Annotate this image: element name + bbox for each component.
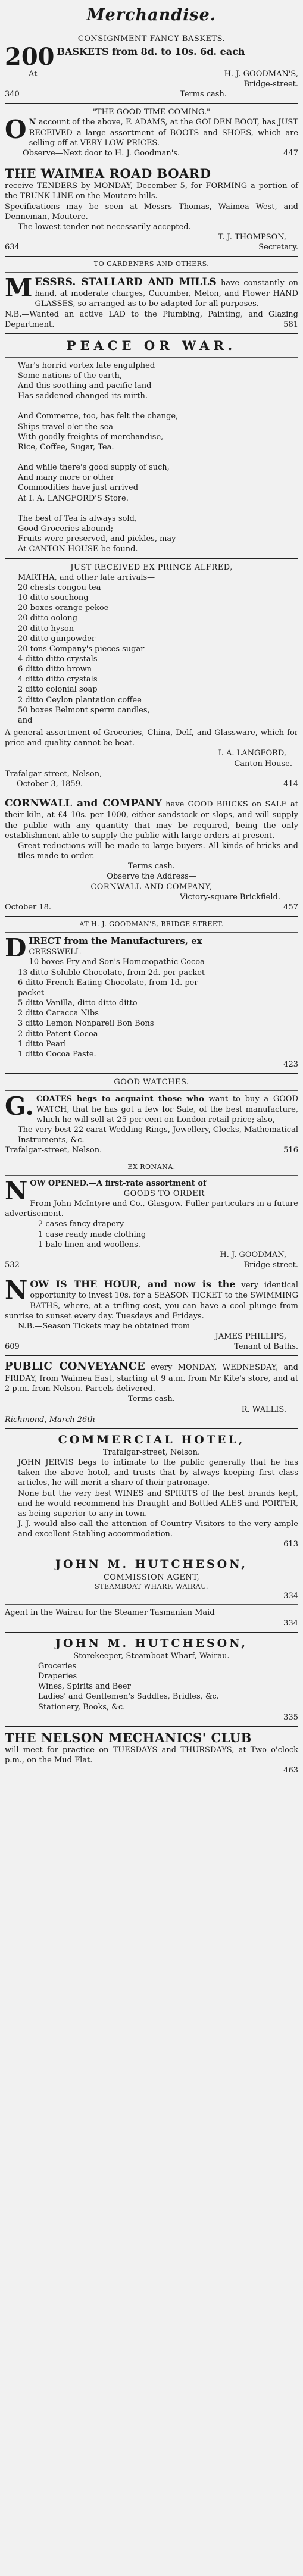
ad-ref-number: 613 <box>283 1540 298 1549</box>
dropcap: O <box>5 115 27 145</box>
street: Bridge-street. <box>243 1261 298 1270</box>
role: Secretary. <box>258 243 298 252</box>
ad-ref-number: 423 <box>283 1060 298 1070</box>
ad-note: N.B.—Wanted an active LAD to the Plumbing, Painting, and Glazing Department. <box>5 310 298 329</box>
ad-text: will meet for practice on TUESDAYS and THURSDAYS, at Two o'clock p.m., on the Mud Flat. <box>5 1746 298 1765</box>
ad-text-first: OW IS THE HOUR, and now is the <box>30 1278 236 1290</box>
list-item: 4 ditto ditto crystals <box>18 654 98 664</box>
dropcap: N <box>5 1276 28 1305</box>
ad-goodman-cocoa <box>5 920 298 1070</box>
ad-text: every MONDAY, WEDNESDAY, and FRIDAY, from Waimea East, starting at 9 a.m. from Mr Kite's store, and at 2 p.m. from Nelson. Parcels delivered. <box>5 1363 298 1394</box>
ad-heading: AT H. J. GOODMAN'S, BRIDGE STREET. <box>79 920 224 929</box>
ad-title: JOHN M. HUTCHESON, <box>55 1636 248 1650</box>
ad-line: BASKETS from 8d. to 10s. 6d. each <box>57 45 245 57</box>
ad-stallard-mills <box>5 260 298 330</box>
ad-text: None but the very best WINES and SPIRITS of the best brands kept, and he would recommend his Draught and Bottled ALES and PORTER, as being superior to any in town. <box>18 1489 298 1518</box>
verse-line: Rice, Coffee, Sugar, Tea. <box>18 442 114 452</box>
ad-commercial-hotel <box>5 1433 298 1550</box>
ad-coates-watches <box>5 1077 298 1155</box>
ad-text: J. J. would also call the attention of Country Visitors to the very ample and excellent Stabling accommodation. <box>18 1520 298 1539</box>
ad-swimming-baths <box>5 1278 298 1352</box>
ad-ref-number: 414 <box>283 779 298 789</box>
item-list <box>5 583 298 726</box>
list-item: 6 ditto ditto brown <box>18 665 92 674</box>
verse-line: Good Groceries abound; <box>18 524 114 534</box>
ad-text: JOHN JERVIS begs to intimate to the public generally that he has taken the above hotel, and trusts that by always keeping first class articles, he will merit a share of their patronage. <box>18 1458 298 1488</box>
list-item: 4 ditto ditto crystals <box>18 675 98 684</box>
ad-text: From John McIntyre and Co., Glasgow. Fuller particulars in a future advertisement. <box>5 1199 298 1219</box>
signature: I. A. LANGFORD, <box>218 749 286 758</box>
verse-line: At CANTON HOUSE be found. <box>18 545 138 554</box>
ad-text: receive TENDERS by MONDAY, December 5, for FORMING a portion of the TRUNK LINE on the Moutere hills. <box>5 182 298 201</box>
verse-line <box>18 401 298 411</box>
ad-ref-number: 634 <box>5 243 20 252</box>
signature: T. J. THOMPSON, <box>218 233 286 242</box>
ad-title: CORNWALL and COMPANY <box>5 798 162 810</box>
list-item: 2 ditto Caracca Nibs <box>18 1009 99 1018</box>
list-item: 2 ditto Ceylon plantation coffee <box>18 695 142 705</box>
ad-ref-number: 335 <box>283 1712 298 1722</box>
ad-text: N.B.—Season Tickets may be obtained from <box>18 1321 190 1331</box>
ad-heading-2: MARTHA, and other late arrivals— <box>18 573 155 582</box>
ad-ref-number: 609 <box>5 1342 20 1352</box>
wharf: STEAMBOAT WHARF, WAIRAU. <box>95 1582 208 1590</box>
house: Canton House. <box>234 759 292 768</box>
verse-line: The best of Tea is always sold, <box>18 514 137 523</box>
date: October 3, 1859. <box>17 779 83 789</box>
signature: JAMES PHILLIPS, <box>215 1332 286 1341</box>
list-item: Stationery, Books, &c. <box>38 1702 126 1712</box>
list-item: Draperies <box>38 1672 77 1681</box>
verse-line: Ships travel o'er the sea <box>18 422 114 432</box>
ad-peace-or-war <box>5 337 298 555</box>
place: Trafalgar-street, Nelson. <box>5 1146 102 1155</box>
ad-text-first-2: GOODS TO ORDER <box>123 1189 205 1198</box>
verse-line: Fruits were preserved, and pickles, may <box>18 534 176 544</box>
list-item: Groceries <box>38 1661 77 1671</box>
ad-text-first: OW OPENED.—A first-rate assortment of <box>30 1178 207 1188</box>
ad-heading: EX RONANA. <box>127 1163 176 1171</box>
divider <box>5 256 298 257</box>
ad-ref-number: 516 <box>283 1146 298 1155</box>
dropcap: M <box>5 273 33 302</box>
ad-text: Specifications may be seen at Messrs Thomas, Waimea West, and Denneman, Moutere. <box>5 202 298 221</box>
divider <box>5 916 298 917</box>
ad-mechanics-club <box>5 1730 298 1776</box>
terms: Terms cash. <box>128 862 175 871</box>
ad-text: The very best 22 carat Wedding Rings, Jewellery, Clocks, Mathematical Instruments, &c. <box>18 1125 298 1145</box>
list-item: and <box>18 715 33 725</box>
list-item: 20 boxes orange pekoe <box>18 604 109 613</box>
dropcap: D <box>5 933 27 962</box>
list-item: 20 chests congou tea <box>18 583 101 592</box>
ad-text: A general assortment of Groceries, China, Delf, and Glassware, which for price and quality cannot be beat. <box>5 729 298 748</box>
list-item: 3 ditto Lemon Nonpareil Bon Bons <box>18 1019 154 1028</box>
ad-hutcheson-store <box>5 1636 298 1722</box>
ad-ref-number: 334 <box>283 1618 298 1628</box>
ad-ref-number: 334 <box>283 1592 298 1601</box>
divider <box>5 1073 298 1074</box>
ad-text: The lowest tender not necessarily accepted. <box>18 222 191 232</box>
divider <box>5 333 298 334</box>
ad-title: THE WAIMEA ROAD BOARD <box>5 166 211 182</box>
ad-ref-number: 447 <box>283 148 298 158</box>
date: October 18. <box>5 902 52 912</box>
divider <box>5 558 298 559</box>
verse-line <box>18 504 298 514</box>
place: Trafalgar-street, Nelson, <box>5 769 102 779</box>
ad-text: have GOOD BRICKS on SALE at their kiln, at £4 10s. per 1000, either sandstock or slops, and will supply the public with any quantity that may be required, being the only establishment able to supply the public with large orders at present. <box>5 800 298 840</box>
ad-text-first: IRECT from the Manufacturers, ex <box>29 935 202 946</box>
ad-text-first: COATES begs to acquaint those who <box>36 1095 204 1104</box>
verse-line <box>18 452 298 462</box>
verse-line: At I. A. LANGFORD'S Store. <box>18 493 129 503</box>
ad-hutcheson-agent <box>5 1557 298 1628</box>
list-item: 20 ditto oolong <box>18 614 77 623</box>
list-item: 1 case ready made clothing <box>38 1230 146 1239</box>
ad-number: 200 <box>5 42 55 71</box>
list-item: 20 tons Company's pieces sugar <box>18 644 145 654</box>
company: CORNWALL AND COMPANY, <box>90 882 213 892</box>
signature: H. J. GOODMAN, <box>220 1250 286 1259</box>
ad-text-first: ESSRS. STALLARD AND MILLS <box>35 276 217 288</box>
dropcap: N <box>5 1176 28 1205</box>
list-item: 1 bale linen and woollens. <box>38 1240 140 1249</box>
divider <box>5 1428 298 1429</box>
list-item: 2 ditto Patent Cocoa <box>18 1029 98 1039</box>
role: COMMISSION AGENT, <box>103 1573 200 1582</box>
divider <box>5 1726 298 1727</box>
ad-text-first: N <box>29 118 36 127</box>
ad-text: Great reductions will be made to large buyers. All kinds of bricks and tiles made to order. <box>18 841 298 861</box>
item-list <box>5 1219 298 1249</box>
verse-line: And while there's good supply of such, <box>18 463 170 473</box>
ad-heading: TO GARDENERS AND OTHERS. <box>93 260 210 268</box>
yard: Victory-square Brickfield. <box>180 892 280 902</box>
verse-line: And this soothing and pacific land <box>18 381 152 390</box>
ad-ref-number: 340 <box>5 90 20 99</box>
ad-text: account of the above, F. ADAMS, at the GOLDEN BOOT, has JUST RECEIVED a large assortment of BOOTS and SHOES, which are selling off at VERY LOW PRICES. <box>29 118 298 148</box>
list-item: packet <box>18 988 45 998</box>
ad-title: THE NELSON MECHANICS' CLUB <box>5 1730 252 1745</box>
list-item: 2 cases fancy drapery <box>38 1220 124 1229</box>
ship-name: CRESSWELL— <box>29 948 89 957</box>
ad-title: COMMERCIAL HOTEL, <box>58 1433 245 1446</box>
list-item: 50 boxes Belmont sperm candles, <box>18 705 150 715</box>
verse-line: And many more or other <box>18 473 114 483</box>
verse-line: Commodities have just arrived <box>18 483 139 493</box>
list-item: 13 ditto Soluble Chocolate, from 2d. per packet <box>18 968 205 977</box>
ad-note: Observe—Next door to H. J. Goodman's. <box>23 148 180 158</box>
ad-public-conveyance <box>5 1359 298 1425</box>
list-item: 2 ditto colonial soap <box>18 685 98 695</box>
ad-ref-number: 457 <box>283 902 298 912</box>
verse-line: War's horrid vortex late engulphed <box>18 361 155 370</box>
ad-text: want to buy a GOOD WATCH, that he has got a few for Sale, of the best manufacture, which he will sell at 25 per cent on London retail price; also, <box>36 1095 299 1124</box>
role: Tenant of Baths. <box>234 1342 298 1352</box>
ad-text: Observe the Address— <box>107 872 196 881</box>
ad-heading: "THE GOOD TIME COMING." <box>92 108 211 117</box>
verse-line: With goodly freights of merchandise, <box>18 432 164 442</box>
ad-heading: JUST RECEIVED EX PRINCE ALFRED, <box>70 562 233 572</box>
ad-heading: GOOD WATCHES. <box>114 1078 189 1087</box>
list-item: 10 ditto souchong <box>18 593 89 603</box>
place: Trafalgar-street, Nelson. <box>102 1448 201 1457</box>
verse-line: Has saddened changed its mirth. <box>18 392 148 401</box>
ad-golden-boot <box>5 107 298 158</box>
divider <box>5 103 298 104</box>
terms: Terms cash. <box>180 90 227 99</box>
ad-text: have constantly on hand, at moderate charges, Cucumber, Melon, and Flower HAND GLASSES, so arranged as to be adapted for all purposes. <box>35 278 298 309</box>
ad-baskets <box>5 34 298 100</box>
item-list <box>5 957 298 1059</box>
list-item: 1 ditto Pearl <box>18 1039 67 1049</box>
item-list <box>5 1661 298 1712</box>
list-item: Wines, Spirits and Beer <box>38 1682 131 1692</box>
page <box>5 0 298 1776</box>
ad-ref-number: 532 <box>5 1261 20 1270</box>
ad-heading: CONSIGNMENT FANCY BASKETS. <box>77 34 226 43</box>
ad-langford <box>5 562 298 789</box>
ad-ref-number: 463 <box>283 1766 298 1775</box>
role: Storekeeper, Steamboat Wharf, Wairau. <box>73 1651 230 1661</box>
dropcap: G. <box>5 1092 34 1121</box>
list-item: 5 ditto Vanilla, ditto ditto ditto <box>18 999 138 1008</box>
date: Richmond, March 26th <box>5 1415 95 1424</box>
ad-title: PUBLIC CONVEYANCE <box>5 1360 145 1373</box>
ad-cornwall-bricks <box>5 797 298 912</box>
divider <box>5 1632 298 1633</box>
verse-line: Some nations of the earth, <box>18 371 122 380</box>
list-item: Ladies' and Gentlemen's Saddles, Bridles, &c. <box>38 1692 219 1702</box>
ad-text: very identical opportunity to invest 10s. for a SEASON TICKET to the SWIMMING BATHS, where, at a trifling cost, you can have a cool plunge from sunrise to sunset every day. Tuesdays and Fridays. <box>5 1281 298 1321</box>
verse <box>5 361 298 555</box>
street: Bridge-street. <box>243 79 298 89</box>
list-item: 20 ditto hyson <box>18 624 74 633</box>
ad-ronana-goods <box>5 1163 298 1270</box>
list-item: 20 ditto gunpowder <box>18 634 96 643</box>
ad-title: PEACE OR WAR. <box>66 337 237 353</box>
ad-waimea-road-board <box>5 166 298 252</box>
list-item: 1 ditto Cocoa Paste. <box>18 1049 96 1059</box>
signature: R. WALLIS. <box>241 1405 286 1414</box>
list-item: 10 boxes Fry and Son's Homœopathic Cocoa <box>29 958 205 967</box>
section-masthead: Merchandise. <box>86 6 217 24</box>
ad-ref-number: 581 <box>283 320 298 329</box>
ad-text: Agent in the Wairau for the Steamer Tasmanian Maid <box>5 1608 215 1618</box>
terms: Terms cash. <box>128 1395 175 1404</box>
ad-text: At <box>29 69 38 79</box>
list-item: 6 ditto French Eating Chocolate, from 1d. per <box>18 978 198 987</box>
ad-title: JOHN M. HUTCHESON, <box>55 1558 248 1571</box>
verse-line: And Commerce, too, has felt the change, <box>18 412 179 421</box>
divider <box>5 1355 298 1356</box>
merchant-name: H. J. GOODMAN'S, <box>224 69 298 79</box>
